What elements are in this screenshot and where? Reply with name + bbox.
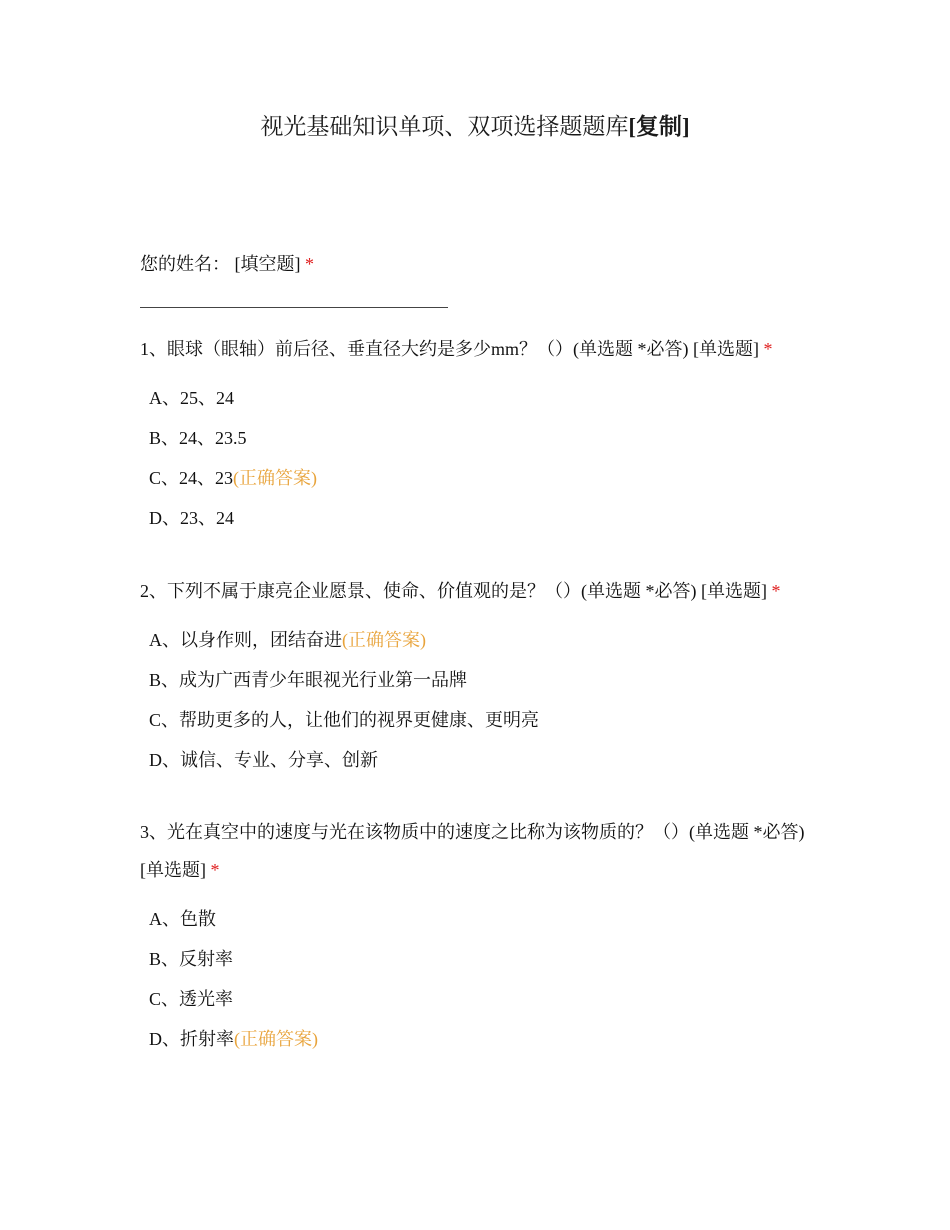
option-a[interactable] <box>149 620 808 660</box>
option-d[interactable] <box>149 740 808 780</box>
required-mark: * <box>305 254 314 274</box>
question-title <box>140 330 808 368</box>
option-d[interactable] <box>149 498 808 538</box>
name-answer-line[interactable] <box>140 306 448 308</box>
option-text: D、折射率 <box>149 1029 234 1049</box>
question-text: 3、光在真空中的速度与光在该物质中的速度之比称为该物质的？（）(单选题 *必答) [单选题] <box>140 822 805 880</box>
option-text: C、帮助更多的人，让他们的视界更健康、更明亮 <box>149 710 540 730</box>
options-list <box>140 899 808 1059</box>
page-title <box>0 110 950 144</box>
required-mark: * <box>210 860 220 880</box>
option-b[interactable] <box>149 660 808 700</box>
option-text: B、24、23.5 <box>149 428 247 448</box>
options-list <box>140 378 808 538</box>
name-question-title <box>140 250 820 278</box>
name-question <box>140 250 820 308</box>
options-list <box>140 620 808 780</box>
option-text: B、成为广西青少年眼视光行业第一品牌 <box>149 670 468 690</box>
option-text: A、25、24 <box>149 388 234 408</box>
option-b[interactable] <box>149 418 808 458</box>
correct-answer-label: (正确答案) <box>234 1029 318 1049</box>
option-d[interactable] <box>149 1019 808 1059</box>
question-2 <box>140 572 808 780</box>
question-3 <box>140 813 808 1059</box>
option-text: D、23、24 <box>149 508 234 528</box>
question-title <box>140 572 808 610</box>
option-a[interactable] <box>149 378 808 418</box>
option-b[interactable] <box>149 939 808 979</box>
required-mark: * <box>763 339 773 359</box>
question-text: 1、眼球（眼轴）前后径、垂直径大约是多少mm？（）(单选题 *必答) [单选题] <box>140 339 759 359</box>
option-text: A、色散 <box>149 909 216 929</box>
name-type-tag: [填空题] <box>234 254 301 274</box>
correct-answer-label: (正确答案) <box>342 630 426 650</box>
question-text: 2、下列不属于康亮企业愿景、使命、价值观的是？（）(单选题 *必答) [单选题] <box>140 581 767 601</box>
option-text: B、反射率 <box>149 949 234 969</box>
option-c[interactable] <box>149 700 808 740</box>
option-text: D、诚信、专业、分享、创新 <box>149 750 378 770</box>
correct-answer-label: (正确答案) <box>233 468 318 488</box>
name-label: 您的姓名： <box>140 254 230 274</box>
option-text: C、透光率 <box>149 989 234 1009</box>
option-text: C、24、23 <box>149 468 234 488</box>
question-1 <box>140 330 808 538</box>
title-main: 视光基础知识单项、双项选择题题库 <box>260 114 629 139</box>
option-a[interactable] <box>149 899 808 939</box>
question-title <box>140 813 808 889</box>
title-suffix: [复制] <box>628 114 690 139</box>
option-c[interactable] <box>149 458 808 498</box>
option-c[interactable] <box>149 979 808 1019</box>
required-mark: * <box>771 581 781 601</box>
option-text: A、以身作则，团结奋进 <box>149 630 342 650</box>
